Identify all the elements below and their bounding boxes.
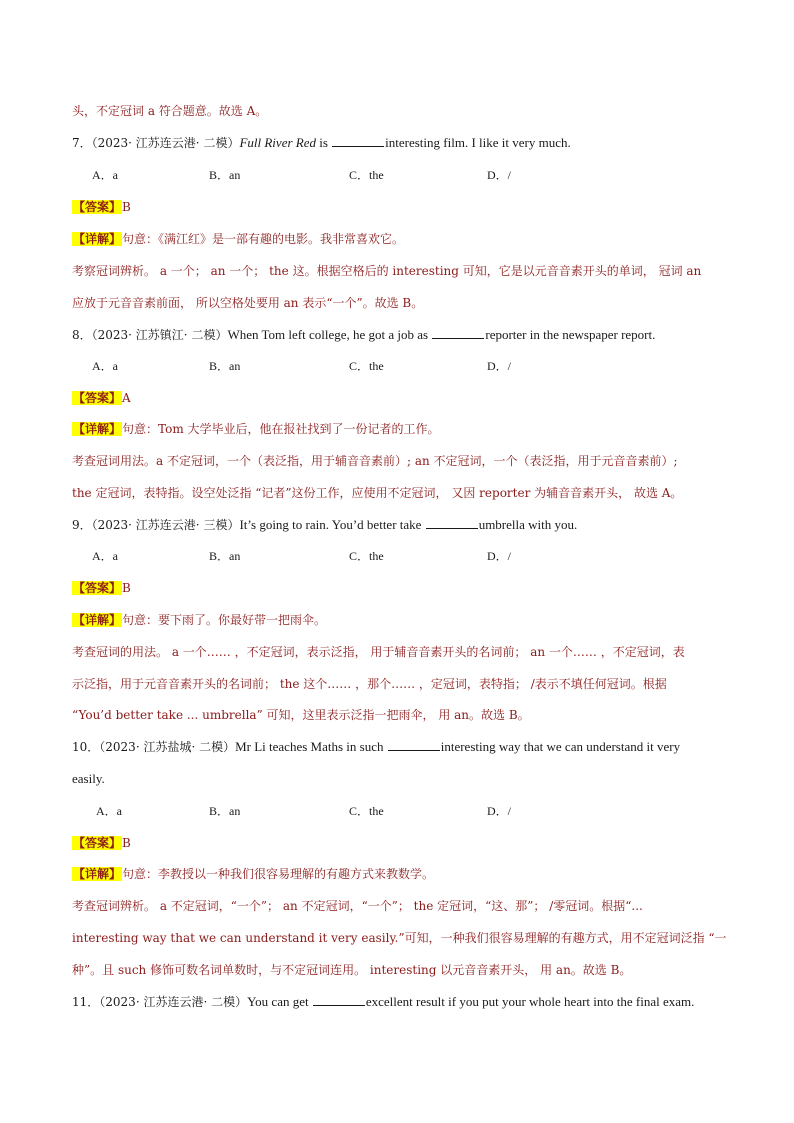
question-source: （2023· 江苏盐城· 二模） — [99, 740, 236, 754]
question-source: （2023· 江苏连云港· 二模） — [91, 136, 240, 150]
answer-7 — [72, 198, 754, 216]
option-c[interactable]: C．the — [349, 549, 384, 563]
answer-value: B — [122, 581, 131, 595]
answer-tag: 【答案】 — [73, 200, 122, 214]
detail-7-first — [72, 230, 754, 248]
detail-text: 句意：Tom 大学毕业后，他在报社找到了一份记者的工作。 — [122, 422, 440, 436]
detail-10-line: 种”。且 such 修饰可数名词单数时，与不定冠词连用。 interesting 以元音音素开头， 用 an。故选 B。 — [72, 963, 632, 977]
answer-tag: 【答案】 — [73, 836, 122, 850]
question-text-post: excellent result if you put your whole heart into the final exam. — [365, 994, 695, 1009]
question-number: 7． — [72, 136, 92, 150]
question-source: （2023· 江苏连云港· 二模） — [99, 995, 248, 1009]
question-text-pre: When Tom left college, he got a job as — [227, 327, 432, 342]
detail-text: 句意：要下雨了。你最好带一把雨伞。 — [122, 613, 327, 627]
detail-10-line: 考查冠词辨析。 a 不定冠词，“一个”； an 不定冠词，“一个”； the 定冠词，“这、那”； /零冠词。根据“... — [72, 899, 643, 913]
detail-8-line: 考查冠词用法。a 不定冠词，一个（表泛指，用于辅音音素前）; an 不定冠词，一个（表泛指，用于元音音素前）; — [72, 454, 678, 468]
question-text-pre: You can get — [247, 994, 312, 1009]
answer-blank[interactable] — [388, 738, 440, 751]
question-text-pre: is — [315, 135, 332, 150]
detail-9-line: 示泛指，用于元音音素开头的名词前； the 这个…… ，那个…… ，定冠词，表特指； /表示不填任何冠词。根据 — [72, 677, 667, 691]
answer-value: A — [122, 391, 131, 405]
question-text-pre: Mr Li teaches Maths in such — [235, 739, 387, 754]
detail-tag: 【详解】 — [73, 867, 122, 881]
option-d[interactable]: D．/ — [487, 804, 512, 818]
option-a[interactable]: A．a — [92, 549, 118, 563]
answer-blank[interactable] — [332, 134, 384, 147]
question-7 — [72, 134, 754, 152]
answer-value: B — [122, 200, 131, 214]
question-11 — [72, 993, 754, 1011]
answer-blank[interactable] — [313, 993, 365, 1006]
question-number: 8． — [72, 328, 92, 342]
question-number: 9． — [72, 518, 92, 532]
question-source: （2023· 江苏连云港· 三模） — [91, 518, 240, 532]
question-text-post: reporter in the newspaper report. — [485, 327, 656, 342]
detail-10-first — [72, 865, 754, 883]
answer-blank[interactable] — [426, 516, 478, 529]
detail-7-line: 考察冠词辨析。 a 一个； an 一个； the 这。根据空格后的 interesting 可知，它是以元音音素开头的单词， 冠词 an — [72, 264, 702, 278]
question-text-post: interesting film. I like it very much. — [385, 135, 571, 150]
option-b[interactable]: B．an — [209, 804, 241, 818]
answer-tag: 【答案】 — [73, 391, 122, 405]
answer-value: B — [122, 836, 131, 850]
option-a[interactable]: A．a — [92, 359, 118, 373]
film-title: Full River Red — [239, 135, 316, 150]
detail-9-line: “You’d better take ... umbrella” 可知，这里表示泛指一把雨伞， 用 an。故选 B。 — [72, 708, 530, 722]
detail-text: 句意：李教授以一种我们很容易理解的有趣方式来教数学。 — [122, 867, 435, 881]
question-number: 10． — [72, 740, 100, 754]
detail-tag: 【详解】 — [73, 422, 122, 436]
detail-7-line: 应放于元音音素前面， 所以空格处要用 an 表示“一个”。故选 B。 — [72, 296, 424, 310]
option-d[interactable]: D．/ — [487, 168, 512, 182]
question-source: （2023· 江苏镇江· 二模） — [91, 328, 228, 342]
detail-tag: 【详解】 — [73, 613, 122, 627]
answer-tag: 【答案】 — [73, 581, 122, 595]
option-b[interactable]: B．an — [209, 359, 241, 373]
option-d[interactable]: D．/ — [487, 549, 512, 563]
answer-8 — [72, 389, 754, 407]
question-10-cont: easily. — [72, 771, 105, 786]
option-b[interactable]: B．an — [209, 168, 241, 182]
option-c[interactable]: C．the — [349, 359, 384, 373]
option-a[interactable]: A．a — [92, 168, 118, 182]
answer-blank[interactable] — [432, 326, 484, 339]
option-d[interactable]: D．/ — [487, 359, 512, 373]
detail-8-line: the 定冠词，表特指。设空处泛指 “记者”这份工作，应使用不定冠词， 又因 reporter 为辅音音素开头， 故选 A。 — [72, 486, 683, 500]
question-9 — [72, 516, 754, 534]
answer-10 — [72, 834, 754, 852]
detail-9-first — [72, 611, 754, 629]
carry-over-text: 头，不定冠词 a 符合题意。故选 A。 — [72, 104, 268, 118]
question-text-post: interesting way that we can understand it very — [440, 739, 681, 754]
detail-8-first — [72, 420, 754, 438]
option-b[interactable]: B．an — [209, 549, 241, 563]
question-text-post: umbrella with you. — [478, 517, 578, 532]
question-number: 11． — [72, 995, 100, 1009]
answer-9 — [72, 579, 754, 597]
option-a[interactable]: A．a — [96, 804, 122, 818]
option-c[interactable]: C．the — [349, 804, 384, 818]
question-10 — [72, 738, 754, 756]
detail-10-line: interesting way that we can understand it very easily.”可知，一种我们很容易理解的有趣方式，用不定冠词泛指 “一 — [72, 931, 727, 945]
question-text-pre: It’s going to rain. You’d better take — [239, 517, 425, 532]
detail-tag: 【详解】 — [73, 232, 122, 246]
detail-text: 句意：《满江红》是一部有趣的电影。我非常喜欢它。 — [122, 232, 405, 246]
option-c[interactable]: C．the — [349, 168, 384, 182]
question-8 — [72, 326, 754, 344]
detail-9-line: 考查冠词的用法。 a 一个…… ，不定冠词，表示泛指， 用于辅音音素开头的名词前； an 一个…… ，不定冠词，表 — [72, 645, 685, 659]
